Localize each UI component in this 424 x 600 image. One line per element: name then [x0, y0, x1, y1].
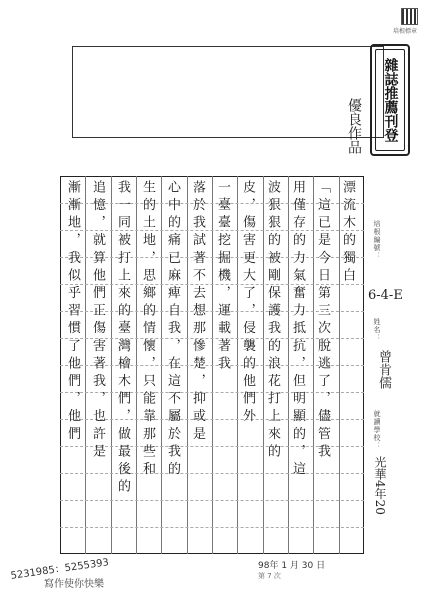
seal-text: 雜誌推薦刊登	[382, 58, 399, 142]
essay-column-2: 「這已是今日第三次脫逃了，儘管我	[315, 180, 330, 462]
essay-column-12: 漸漸地，我似乎習慣了他們，他們	[65, 180, 80, 444]
name-value: 曾肯儒	[376, 350, 391, 389]
essay-column-3: 用僅存的力氣奮力抵抗，但明顯的，這	[290, 180, 305, 480]
date-line: 98年 1 月 30 日	[258, 561, 326, 571]
essay-column-5: 皮，傷害更大了，侵襲的他們外	[240, 180, 255, 427]
teacher-comment-box	[72, 46, 384, 138]
school-value: 光華4年20	[373, 456, 387, 515]
seal-border	[375, 49, 405, 151]
essay-column-9: 生的土地，思鄉的情懷，只能靠那些和	[140, 180, 155, 480]
essay-column-6: 一臺臺挖掘機，運載著我	[215, 180, 230, 374]
qr-label: 培根標章	[393, 28, 418, 35]
qr-code-icon	[401, 8, 418, 25]
footer-phone-numbers: 5231985：5255393	[9, 557, 110, 582]
attempt-label: 第 7 次	[258, 572, 281, 580]
essay-column-4: 波狠狠的被剛保護我的浪花打上來的	[265, 180, 280, 462]
school-label: 就讀學校：	[373, 410, 381, 450]
footer-slogan: 寫作使你快樂	[44, 579, 104, 590]
name-label: 姓名：	[373, 318, 381, 342]
essay-column-10: 我一同被打上來的臺灣檜木們，做最後的	[115, 180, 130, 497]
essay-column-8: 心中的痛已麻痺自我，在這不屬於我的	[165, 180, 180, 480]
essay-column-1: 漂流木的獨白	[340, 180, 355, 286]
award-handwriting: 優良作品	[346, 98, 362, 154]
number-label: 培根編號：	[373, 220, 381, 260]
number-value: 6-4-E	[368, 288, 403, 303]
essay-column-7: 落於我試著不去想那慘楚，抑或是	[190, 180, 205, 444]
recommendation-seal	[370, 44, 410, 156]
essay-column-11: 追憶，就算他們正傷害著我，也許是	[90, 180, 105, 462]
